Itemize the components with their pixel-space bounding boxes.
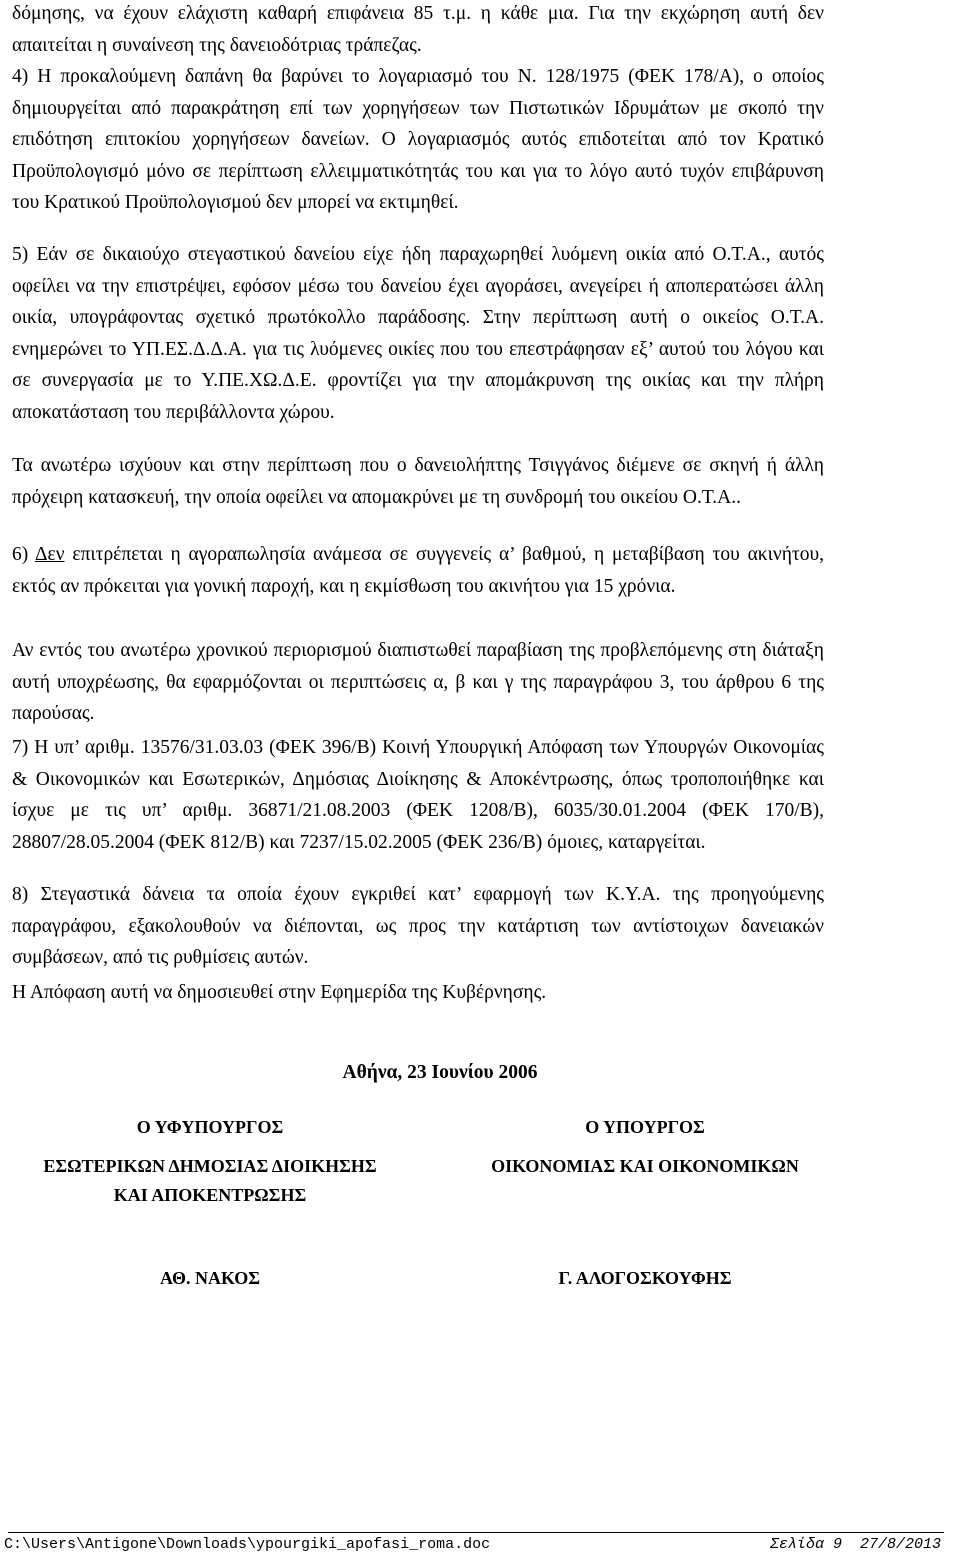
paragraph-5: 5) Εάν σε δικαιούχο στεγαστικού δανείου είχε ήδη παραχωρηθεί λυόμενη οικία από Ο.Τ.Α., αυτός οφείλει να την επιστρέψει, εφόσον μέσω του δανείου έχει αγοράσει, ανεγείρει ή αποπερατώσει άλλη οικία, υπογράφοντας σχετικό πρωτόκολλο παράδοσης. Στην περίπτωση αυτή ο οικείος Ο.Τ.Α. ενημερώνει το ΥΠ.ΕΣ.Δ.Δ.Α. για τις λυόμενες οικίες που του επεστράφησαν εξ’ αυτού του λόγου και σε συνεργασία με το Υ.ΠΕ.ΧΩ.Δ.Ε. φροντίζει για την απομάκρυνση της οικίας και την πλήρη αποκατάσταση του περιβάλλοντα χώρου. bbox=[12, 244, 824, 423]
paragraph-6 bbox=[12, 539, 824, 602]
signature-right-role: Ο ΥΠΟΥΡΓΟΣ bbox=[585, 1117, 705, 1137]
section-8 bbox=[12, 879, 824, 974]
paragraph-6-rest: επιτρέπεται η αγοραπωλησία ανάμεσα σε συγγενείς α’ βαθμού, η μεταβίβαση του ακινήτου, εκτός αν πρόκειται για γονική παροχή, και η εκμίσθωση του ακινήτου για 15 χρόνια. bbox=[12, 544, 825, 597]
signature-right-name: Γ. ΑΛΟΓΟΣΚΟΥΦΗΣ bbox=[558, 1268, 732, 1288]
signature-left-role: Ο ΥΦΥΠΟΥΡΓΟΣ bbox=[136, 1117, 284, 1137]
signature-left-ministry-1: ΕΣΩΤΕΡΙΚΩΝ ΔΗΜΟΣΙΑΣ ΔΙΟΙΚΗΣΗΣ bbox=[43, 1156, 377, 1176]
paragraph-6-underlined: Δεν bbox=[34, 544, 65, 565]
section-6 bbox=[12, 539, 824, 602]
section-publication bbox=[12, 977, 824, 1009]
paragraph-continuation bbox=[12, 0, 824, 219]
signature-left bbox=[10, 1113, 410, 1210]
paragraph-violation: Αν εντός του ανωτέρω χρονικού περιορισμού διαπιστωθεί παραβίαση της προβλεπόμενης στη διάταξη αυτή υποχρέωσης, θα εφαρμόζονται οι περιπτώσεις α, β και γ της παραγράφου 3, του άρθρου 6 της παρούσας. bbox=[12, 640, 824, 724]
footer-page-number: Σελίδα 9 bbox=[770, 1536, 843, 1553]
section-5 bbox=[12, 239, 824, 428]
section-7 bbox=[12, 732, 824, 858]
paragraph-8: 8) Στεγαστικά δάνεια τα οποία έχουν εγκριθεί κατ’ εφαρμογή των Κ.Υ.Α. της προηγούμενης παραγράφου, εξακολουθούν να διέπονται, ως προς την κατάρτιση των αντίστοιχων δανειακών συμβάσεων, από τις ρυθμίσεις αυτών. bbox=[12, 884, 824, 968]
signature-left-ministry-2: ΚΑΙ ΑΠΟΚΕΝΤΡΩΣΗΣ bbox=[113, 1185, 307, 1205]
paragraph-4: 4) Η προκαλούμενη δαπάνη θα βαρύνει το λογαριασμό του Ν. 128/1975 (ΦΕΚ 178/Α), ο οποίος δημιουργείται από παρακράτηση επί των χορηγήσεων των Πιστωτικών Ιδρυμάτων με σκοπό την επιδότηση επιτοκίου χορηγήσεων δανείων. Ο λογαριασμός αυτός επιδοτείται από τον Κρατικό Προϋπολογισμό μόνο σε περίπτωση ελλειμματικότητάς του και για το λόγο αυτό τυχόν επιβάρυνση του Κρατικού Προϋπολογισμού δεν μπορεί να εκτιμηθεί. bbox=[12, 66, 824, 213]
signature-right-ministry-1: ΟΙΚΟΝΟΜΙΑΣ ΚΑΙ ΟΙΚΟΝΟΜΙΚΩΝ bbox=[491, 1156, 799, 1176]
paragraph-tsiganos: Τα ανωτέρω ισχύουν και στην περίπτωση που ο δανειολήπτης Τσιγγάνος διέμενε σε σκηνή ή άλλη πρόχειρη κατασκευή, την οποία οφείλει να απομακρύνει με τη συνδρομή του οικείου Ο.Τ.Α.. bbox=[12, 455, 824, 508]
signature-left-name: ΑΘ. ΝΑΚΟΣ bbox=[160, 1268, 260, 1288]
section-5-cont bbox=[12, 450, 824, 513]
footer-rule bbox=[8, 1532, 944, 1533]
paragraph-6-lead: 6) bbox=[12, 544, 35, 565]
section-6-cont bbox=[12, 635, 824, 730]
signature-right bbox=[470, 1113, 820, 1181]
footer-file-path: C:\Users\Antigone\Downloads\ypourgiki_apofasi_roma.doc bbox=[4, 1536, 491, 1553]
paragraph-7: 7) Η υπ’ αριθμ. 13576/31.03.03 (ΦΕΚ 396/Β) Κοινή Υπουργική Απόφαση των Υπουργών Οικονομίας & Οικονομικών και Εσωτερικών, Δημόσιας Διοίκησης & Αποκέντρωσης, όπως τροποποιήθηκε και ίσχυε με τις υπ’ αριθμ. 36871/21.08.2003 (ΦΕΚ 1208/Β), 6035/30.01.2004 (ΦΕΚ 170/Β), 28807/28.05.2004 (ΦΕΚ 812/Β) και 7237/15.02.2005 (ΦΕΚ 236/Β) όμοιες, καταργείται. bbox=[12, 737, 824, 853]
date-line: Αθήνα, 23 Ιουνίου 2006 bbox=[342, 1062, 538, 1083]
paragraph-1: δόμησης, να έχουν ελάχιστη καθαρή επιφάνεια 85 τ.μ. η κάθε μια. Για την εκχώρηση αυτή δεν απαιτείται η συναίνεση της δανειοδότριας τράπεζας. bbox=[12, 3, 824, 56]
paragraph-publication: Η Απόφαση αυτή να δημοσιευθεί στην Εφημερίδα της Κυβέρνησης. bbox=[12, 982, 547, 1003]
footer-date: 27/8/2013 bbox=[860, 1536, 942, 1553]
